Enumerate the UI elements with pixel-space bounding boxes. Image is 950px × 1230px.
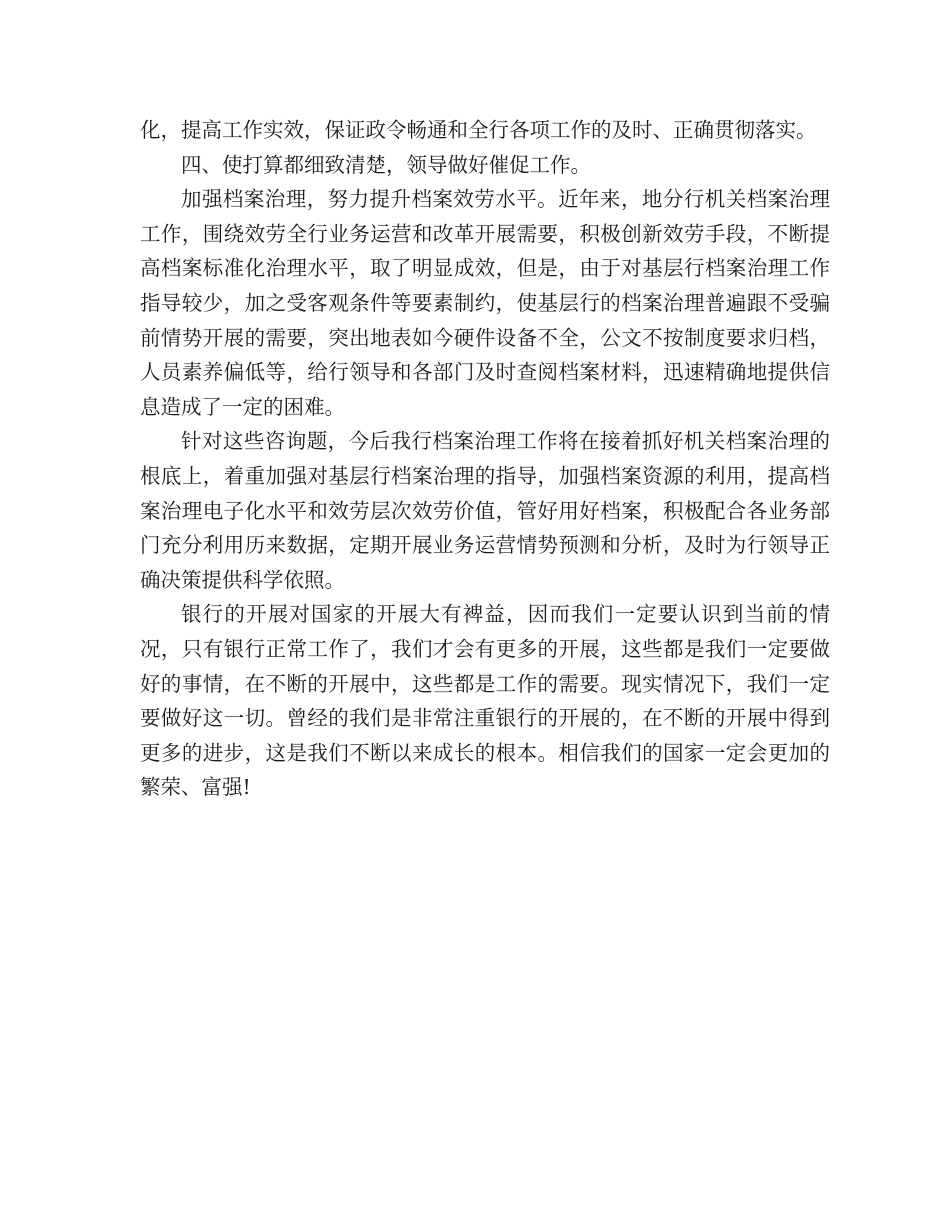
paragraph-continuation: 化，提高工作实效，保证政令畅通和全行各项工作的及时、正确贯彻落实。 xyxy=(140,118,817,142)
paragraph-conclusion: 银行的开展对国家的开展大有裨益，因而我们一定要认识到当前的情况，只有银行正常工作了，我们才会有更多的开展，这些都是我们一定要做好的事情，在不断的开展中，这些都是工作的需要。现实情况下，我们一定要做好这一切。曾经的我们是非常注重银行的开展的，在不断的开展中得到更多的进步，这是我们不断以来成长的根本。相信我们的国家一定会更加的繁荣、富强! xyxy=(140,602,830,800)
document-body xyxy=(140,113,830,805)
paragraph-archive-management: 加强档案治理，努力提升档案效劳水平。近年来，地分行机关档案治理工作，围绕效劳全行业务运营和改革开展需要，积极创新效劳手段，不断提高档案标准化治理水平，取了明显成效，但是，由于对基层行档案治理工作指导较少，加之受客观条件等要素制约，使基层行的档案治理普遍跟不受骗前情势开展的需要，突出地表如今硬件设备不全，公文不按制度要求归档，人员素养偏低等，给行领导和各部门及时查阅档案材料，迅速精确地提供信息造成了一定的困难。 xyxy=(140,187,830,419)
paragraph-problems-plan: 针对这些咨询题，今后我行档案治理工作将在接着抓好机关档案治理的根底上，着重加强对基层行档案治理的指导，加强档案资源的利用，提高档案治理电子化水平和效劳层次效劳价值，管好用好档案，积极配合各业务部门充分利用历来数据，定期开展业务运营情势预测和分析，及时为行领导正确决策提供科学依照。 xyxy=(140,429,830,592)
paragraph-section-heading: 四、使打算都细致清楚，领导做好催促工作。 xyxy=(181,152,591,177)
